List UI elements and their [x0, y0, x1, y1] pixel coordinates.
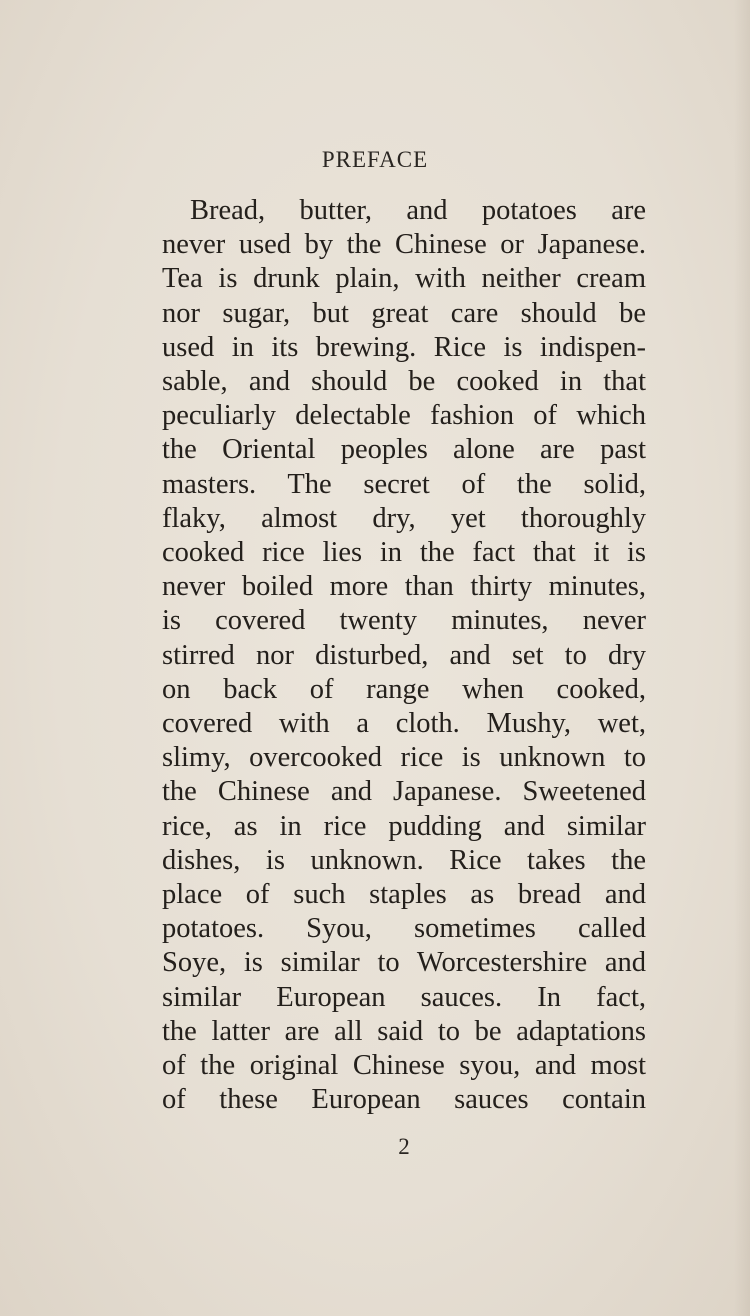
text-line: never boiled more than thirty minutes,: [162, 571, 646, 603]
text-line: of these European sauces contain: [162, 1084, 646, 1116]
body-paragraph: [162, 194, 646, 1117]
text-line: dishes, is unknown. Rice takes the: [162, 844, 646, 876]
text-line: the latter are all said to be adaptations: [162, 1015, 646, 1047]
text-line: the Chinese and Japanese. Sweetened: [162, 776, 646, 808]
text-line: is covered twenty minutes, never: [162, 605, 646, 637]
text-line: the Oriental peoples alone are past: [162, 434, 646, 466]
text-line: slimy, overcooked rice is unknown to: [162, 742, 646, 774]
text-line: flaky, almost dry, yet thoroughly: [162, 502, 646, 534]
text-line: Soye, is similar to Worcestershire and: [162, 947, 646, 979]
text-line: never used by the Chinese or Japanese.: [162, 229, 646, 261]
running-head: PREFACE: [321, 147, 429, 172]
text-line: place of such staples as bread and: [162, 879, 646, 911]
text-line: rice, as in rice pudding and similar: [162, 810, 646, 842]
text-line: potatoes. Syou, sometimes called: [162, 913, 646, 945]
text-line: covered with a cloth. Mushy, wet,: [162, 708, 646, 740]
text-line: nor sugar, but great care should be: [162, 297, 646, 329]
text-line: Tea is drunk plain, with neither cream: [162, 263, 646, 295]
page-edge-shadow: [734, 0, 750, 1316]
text-line: similar European sauces. In fact,: [162, 981, 646, 1013]
text-line: on back of range when cooked,: [162, 673, 646, 705]
text-line: stirred nor disturbed, and set to dry: [162, 639, 646, 671]
text-line: sable, and should be cooked in that: [162, 366, 646, 398]
text-line: masters. The secret of the solid,: [162, 468, 646, 500]
text-line: peculiarly delectable fashion of which: [162, 400, 646, 432]
text-line: Bread, butter, and potatoes are: [190, 195, 646, 226]
text-line: cooked rice lies in the fact that it is: [162, 537, 646, 569]
page-number: 2: [398, 1134, 410, 1159]
text-line: used in its brewing. Rice is indispen-: [162, 331, 646, 363]
text-line: of the original Chinese syou, and most: [162, 1050, 646, 1082]
